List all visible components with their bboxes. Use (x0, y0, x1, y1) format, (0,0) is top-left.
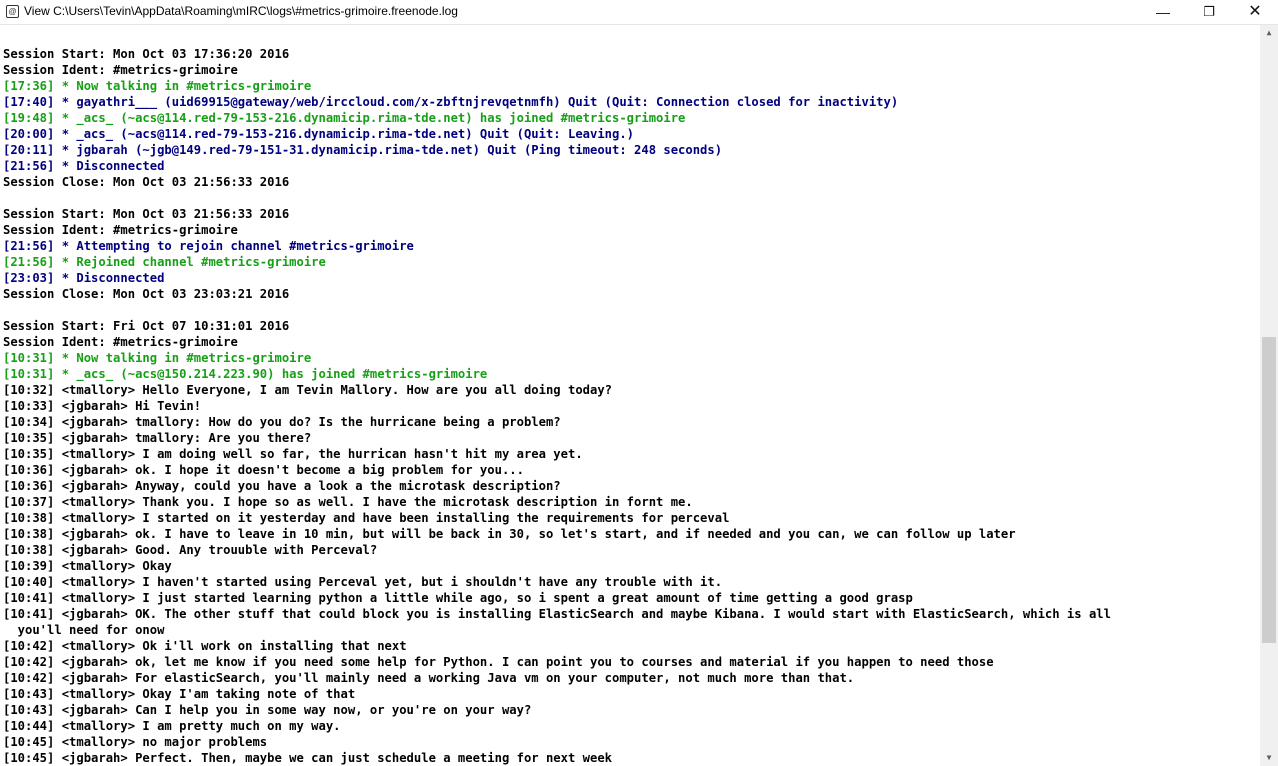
log-line: [10:45] <jgbarah> Perfect. Then, maybe we can just schedule a meeting for next week (3, 751, 613, 765)
log-line: [10:34] <jgbarah> tmallory: How do you do? Is the hurricane being a problem? (3, 415, 561, 429)
log-line: [10:44] <tmallory> I am pretty much on my way. (3, 719, 341, 733)
log-line: [10:40] <tmallory> I haven't started using Perceval yet, but i shouldn't have any trouble with it. (3, 575, 723, 589)
log-line: [10:38] <jgbarah> Good. Any trouuble with Perceval? (3, 543, 378, 557)
log-line: [10:39] <tmallory> Okay (3, 559, 172, 573)
log-line: [21:56] * Attempting to rejoin channel #metrics-grimoire (3, 239, 414, 253)
scroll-down-arrow-icon[interactable]: ▼ (1266, 753, 1272, 762)
log-line: [10:42] <jgbarah> ok, let me know if you need some help for Python. I can point you to courses and material if you happen to need those (3, 655, 994, 669)
log-line: [10:36] <jgbarah> Anyway, could you have a look a the microtask description? (3, 479, 561, 493)
log-line: [10:38] <jgbarah> ok. I have to leave in 10 min, but will be back in 30, so let's start, and if needed and you can, we can follow up later (3, 527, 1016, 541)
vertical-scrollbar[interactable] (1260, 25, 1278, 766)
log-line: [19:48] * _acs_ (~acs@114.red-79-153-216.dynamicip.rima-tde.net) has joined #metrics-grimoire (3, 111, 686, 125)
log-line: [10:31] * Now talking in #metrics-grimoire (3, 351, 312, 365)
title-bar (0, 0, 1278, 25)
log-line: [17:40] * gayathri___ (uid69915@gateway/web/irccloud.com/x-zbftnjrevqetnmfh) Quit (Quit: Connection closed for inactivity) (3, 95, 899, 109)
log-view[interactable] (0, 25, 1260, 766)
log-line: [10:42] <jgbarah> For elasticSearch, you'll mainly need a working Java vm on your computer, not much more than that. (3, 671, 855, 685)
log-line: [10:36] <jgbarah> ok. I hope it doesn't become a big problem for you... (3, 463, 524, 477)
log-line: [10:41] <tmallory> I just started learning python a little while ago, so i spent a great amount of time getting a good grasp (3, 591, 913, 605)
app-icon[interactable]: @ (6, 5, 19, 18)
log-line: Session Start: Mon Oct 03 17:36:20 2016 (3, 47, 290, 61)
log-line: [10:31] * _acs_ (~acs@150.214.223.90) has joined #metrics-grimoire (3, 367, 488, 381)
log-line: Session Start: Fri Oct 07 10:31:01 2016 (3, 319, 290, 333)
log-line: [20:11] * jgbarah (~jgb@149.red-79-151-31.dynamicip.rima-tde.net) Quit (Ping timeout: 248 seconds) (3, 143, 723, 157)
minimize-button[interactable]: — (1156, 4, 1170, 20)
maximize-button[interactable]: ❐ (1203, 4, 1215, 19)
window-title: View C:\Users\Tevin\AppData\Roaming\mIRC\logs\#metrics-grimoire.freenode.log (24, 4, 458, 18)
close-button[interactable]: ✕ (1248, 3, 1262, 20)
log-line: Session Start: Mon Oct 03 21:56:33 2016 (3, 207, 290, 221)
log-line: [21:56] * Rejoined channel #metrics-grimoire (3, 255, 326, 269)
log-line: [20:00] * _acs_ (~acs@114.red-79-153-216.dynamicip.rima-tde.net) Quit (Quit: Leaving.) (3, 127, 635, 141)
log-line: [10:38] <tmallory> I started on it yesterday and have been installing the requirements for perceval (3, 511, 730, 525)
log-line: [10:42] <tmallory> Ok i'll work on installing that next (3, 639, 407, 653)
log-line: [10:33] <jgbarah> Hi Tevin! (3, 399, 202, 413)
log-line: [21:56] * Disconnected (3, 159, 165, 173)
log-line: you'll need for onow (3, 623, 165, 637)
log-line: [10:32] <tmallory> Hello Everyone, I am Tevin Mallory. How are you all doing today? (3, 383, 613, 397)
log-line: Session Ident: #metrics-grimoire (3, 335, 238, 349)
log-line: [10:41] <jgbarah> OK. The other stuff that could block you is installing ElasticSearch and maybe Kibana. I would start with ElasticSearch, which is all (3, 607, 1111, 621)
log-line: [10:37] <tmallory> Thank you. I hope so as well. I have the microtask description in fornt me. (3, 495, 693, 509)
scroll-up-arrow-icon[interactable]: ▲ (1266, 28, 1272, 37)
log-line: Session Ident: #metrics-grimoire (3, 223, 238, 237)
log-line: [23:03] * Disconnected (3, 271, 165, 285)
scrollbar-thumb[interactable] (1262, 337, 1276, 643)
log-line: [17:36] * Now talking in #metrics-grimoire (3, 79, 312, 93)
log-line: [10:43] <tmallory> Okay I'am taking note of that (3, 687, 356, 701)
log-line: [10:43] <jgbarah> Can I help you in some way now, or you're on your way? (3, 703, 532, 717)
log-line: [10:35] <jgbarah> tmallory: Are you there? (3, 431, 312, 445)
log-line: Session Ident: #metrics-grimoire (3, 63, 238, 77)
log-line: Session Close: Mon Oct 03 23:03:21 2016 (3, 287, 290, 301)
log-line: [10:45] <tmallory> no major problems (3, 735, 268, 749)
log-line: [10:35] <tmallory> I am doing well so far, the hurrican hasn't hit my area yet. (3, 447, 583, 461)
log-line: Session Close: Mon Oct 03 21:56:33 2016 (3, 175, 290, 189)
